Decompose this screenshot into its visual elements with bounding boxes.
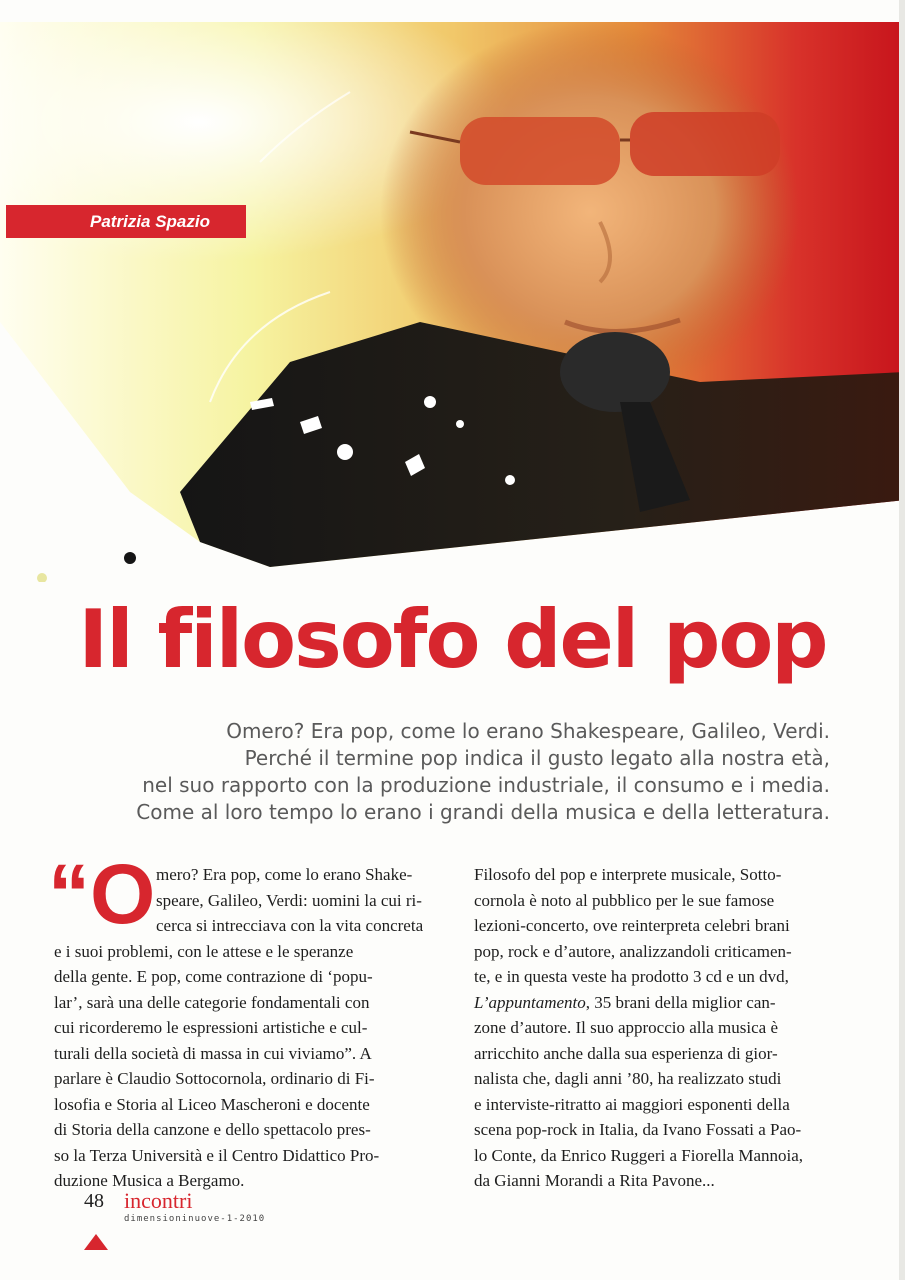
issue-label: dimensioninuove-1-2010 [124, 1214, 266, 1224]
body-line: lo Conte, da Enrico Ruggeri a Fiorella Mannoia, [474, 1145, 804, 1165]
hero-photo [0, 22, 905, 582]
album-title: L’appuntamento [474, 992, 586, 1012]
section-name: incontri [124, 1188, 193, 1213]
standfirst-line: Omero? Era pop, come lo erano Shakespeare, Galileo, Verdi. [226, 719, 830, 743]
body-line: so la Terza Università e il Centro Didattico Pro- [54, 1145, 380, 1165]
body-line: Filosofo del pop e interprete musicale, Sotto- [474, 865, 782, 884]
standfirst-line: Perché il termine pop indica il gusto legato alla nostra età, [244, 746, 830, 770]
body-line: della gente. E pop, come contrazione di ‘popu- [54, 967, 373, 986]
body-line: e i suoi problemi, con le attese e le speranze [54, 941, 354, 961]
body-line: zone d’autore. Il suo approccio alla musica è [474, 1018, 778, 1037]
body-line: lar’, sarà una delle categorie fondamentali con [54, 992, 370, 1012]
body-line: turali della società di massa in cui viviamo”. A [54, 1043, 372, 1063]
body-line: arricchito anche dalla sua esperienza di gior- [474, 1043, 778, 1063]
body-line: pop, rock e d’autore, analizzandoli criticamen- [474, 941, 792, 961]
body-line: duzione Musica a Bergamo. [54, 1171, 245, 1190]
body-line: mero? Era pop, come lo erano Shake- [156, 865, 413, 884]
article-title: Il filosofo del pop [78, 593, 827, 686]
body-line: e interviste-ritratto ai maggiori esponenti della [474, 1094, 790, 1114]
body-line: cornola è noto al pubblico per le sue famose [474, 890, 775, 910]
body-line: speare, Galileo, Verdi: uomini la cui ri- [156, 890, 422, 910]
body-line: nalista che, dagli anni ’80, ha realizzato studi [474, 1069, 782, 1088]
body-line: losofia e Storia al Liceo Mascheroni e docente [54, 1094, 370, 1114]
body-line: L’appuntamento, 35 brani della miglior can- [474, 992, 776, 1012]
author-byline: Patrizia Spazio [6, 205, 246, 238]
standfirst-line: nel suo rapporto con la produzione industriale, il consumo e i media. [142, 773, 830, 797]
drop-cap: “O [48, 847, 156, 941]
body-column-left [54, 862, 454, 1194]
body-line: da Gianni Morandi a Rita Pavone... [474, 1171, 715, 1190]
body-line: te, e in questa veste ha prodotto 3 cd e un dvd, [474, 967, 789, 986]
body-column-right [474, 862, 834, 1194]
body-line: scena pop-rock in Italia, da Ivano Fossati a Pao- [474, 1120, 802, 1139]
body-line: cerca si intrecciava con la vita concreta [156, 916, 424, 935]
triangle-marker-icon [84, 1234, 108, 1250]
body-line: cui ricorderemo le espressioni artistiche e cul- [54, 1018, 368, 1037]
page-edge [899, 0, 905, 1280]
standfirst-line: Come al loro tempo lo erano i grandi della musica e della letteratura. [136, 800, 830, 824]
body-line: di Storia della canzone e dello spettacolo pres- [54, 1120, 371, 1139]
page-number: 48 [84, 1190, 104, 1212]
body-line: lezioni-concerto, ove reinterpreta celebri brani [474, 916, 790, 935]
body-line: parlare è Claudio Sottocornola, ordinario di Fi- [54, 1069, 375, 1088]
standfirst [90, 718, 830, 826]
